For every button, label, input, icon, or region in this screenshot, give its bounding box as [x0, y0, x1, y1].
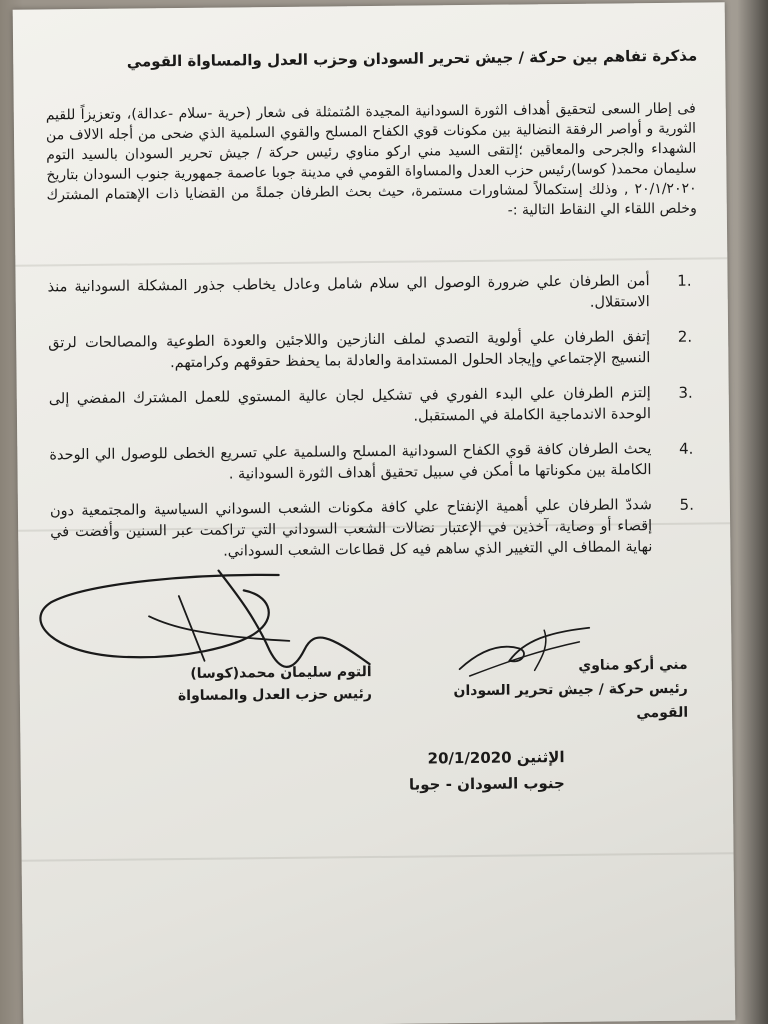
point-text: أمن الطرفان علي ضرورة الوصول الي سلام شامل وعادل يخاطب جذور المشكلة السودانية منذ الاستقلال. [47, 273, 650, 311]
list-item [49, 439, 699, 488]
document-page [13, 2, 736, 1024]
point-number: 1. [677, 271, 692, 290]
signatory-left-block [112, 661, 372, 708]
point-number: 2. [677, 327, 693, 346]
point-text: إلتزم الطرفان علي البدء الفوري في تشكيل لجان عالية المستوي للعمل المشترك المفضي إلى الوحدة الاندماجية الكاملة في المستقبل. [48, 385, 652, 425]
paper-crease [15, 257, 727, 266]
document-place: جنوب السودان - جوبا [408, 774, 565, 794]
intro-paragraph: فى إطار السعى لتحقيق أهداف الثورة السودانية المجيدة المُتمثلة فى شعار (حرية -سلام -عدالة)، وتعزيزاً للقيم الثورية و أواصر الرفقة النضالية بين مكونات قوي الكفاح المسلح والقوي السلمية الذي ضحى من أجله الالاف من الشهداء والجرحى والمعاقين ؛إلتقى السيد مني اركو مناوي رئيس حركة / جيش تحرير السودان بالسيد التوم سليمان محمد( كوسا)رئيس حزب العدل والمساواة القومي في مدينة جوبا عاصمة جمهورية جنوب السودان بتاريخ ٢٠/١/٢٠٢٠ , وذلك إستكمالاً لمشاورات مستمرة، حيث بحث الطرفان جملةً من القضايا ذات الإهتمام المشترك وخلص اللقاء الي النقاط التالية :- [45, 100, 697, 219]
point-number: 3. [678, 383, 693, 402]
signatory-right-name: مني أركو مناوي [578, 656, 688, 674]
point-number: 5. [679, 495, 695, 514]
document-date: الإثنين 20/1/2020 [427, 748, 565, 768]
point-text: شددّ الطرفان علي أهمية الإنفتاح علي كافة مكونات الشعب السوداني السياسية والمجتمعية دون إقصاء أو وصاية، آخذين في الإعتبار نضالات الشعب السوداني التي تراكمت عبر السنين وأفضت في نهاية المطاف الي التغيير الذي ساهم فيه كل قطاعات الشعب السوداني. [49, 497, 653, 560]
list-item [48, 327, 698, 376]
signatory-left-name: التوم سليمان محمد(كوسا) [190, 664, 372, 682]
list-item [49, 383, 699, 432]
document-title: مذكرة تفاهم بين حركة / جيش تحرير السودان وحزب العدل والمساواة القومي [126, 46, 698, 71]
signatory-left-role: رئيس حزب العدل والمساواة [177, 686, 372, 705]
signatory-right-role: رئيس حركة / جيش تحرير السودان [453, 680, 688, 700]
list-item [50, 495, 701, 565]
point-text: يحث الطرفان كافة قوي الكفاح السودانية المسلح والسلمية علي تسريع الخطى للوصول الي الوحدة الكاملة بين مكوناتها ما أمكن في سبيل تحقيق أهداف الثورة السودانية . [49, 441, 652, 483]
points-list [47, 271, 700, 579]
point-number: 4. [678, 439, 694, 458]
signatory-right-block [387, 653, 688, 728]
signatory-right-role-cont: القومي [636, 704, 689, 722]
point-text: إتفق الطرفان علي أولوية التصدي لملف النازحين واللاجئين والعودة الطوعية والمصالحات لرتق النسيج الإجتماعي وإيجاد الحلول المستدامة والعادلة بما يحفظ حقوقهم وكرامتهم. [48, 329, 651, 372]
paper-crease [22, 852, 734, 861]
date-block [344, 744, 565, 798]
list-item [47, 271, 697, 320]
